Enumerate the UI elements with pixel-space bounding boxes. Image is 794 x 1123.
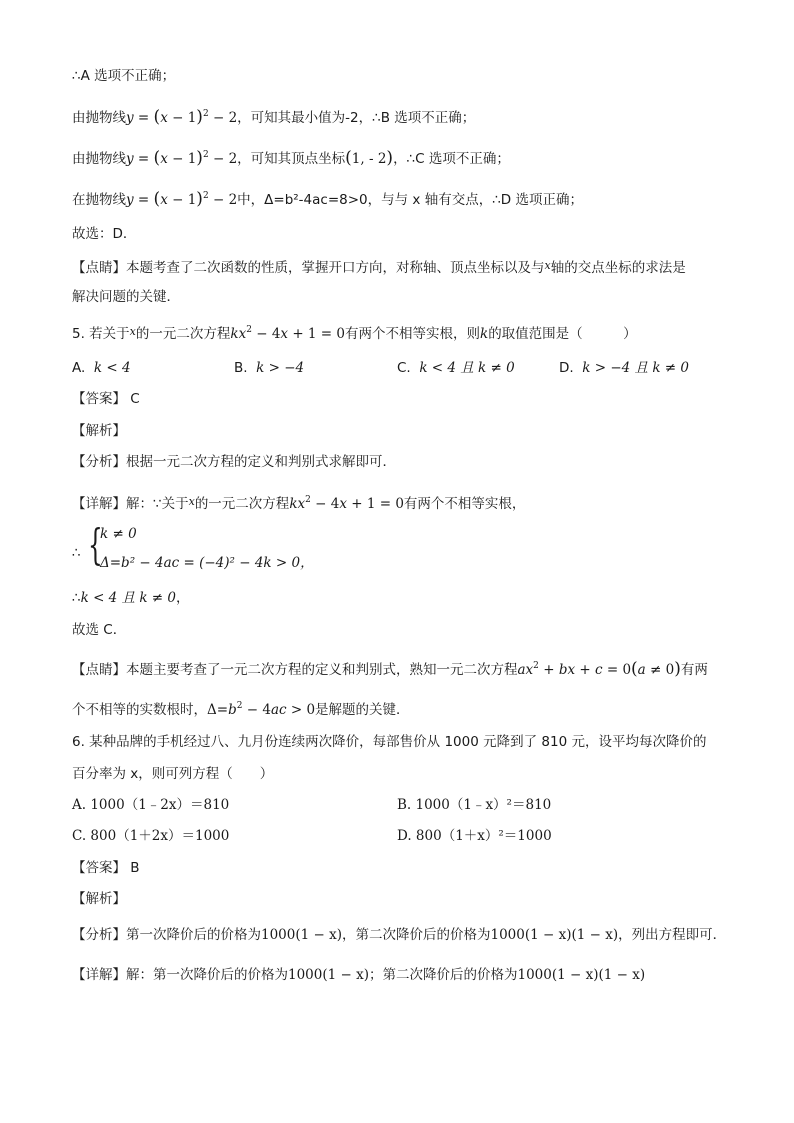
system-line-2 — [100, 553, 314, 573]
xiangjie-5: 【详解】解：∵关于$^x$的一元二次方程$kx^2 - 4x + 1 = 0$有两个不相等实根， — [72, 495, 526, 512]
answer-value: B — [130, 860, 140, 876]
option-b: B. 1000（1﹣x）²＝810 — [397, 797, 552, 813]
answer-5 — [72, 389, 140, 409]
text: ；第二次降价后的价格为 — [369, 967, 518, 983]
option-expr: k < 4 且 k ≠ 0 — [419, 360, 515, 376]
var-x: x — [129, 325, 136, 338]
var-x: x — [188, 495, 195, 508]
section-tag: 【详解】 — [72, 967, 126, 983]
text: ，列出方程即可． — [618, 927, 727, 943]
text: 解：∵关于 — [126, 496, 189, 512]
text: 个不相等的实数根时， — [72, 702, 207, 718]
section-tag: 【答案】 — [72, 860, 126, 876]
text: 的一元二次方程 — [194, 496, 290, 512]
dianjing-1-line1 — [72, 256, 686, 278]
math-parabola: y — [126, 192, 134, 208]
option-expr: k > −4 且 k ≠ 0 — [582, 360, 690, 376]
text-line-b: 由抛物线$y = (x - 1)^2 - 2$，可知其最小值为-2，∴B 选项不正确； — [72, 107, 476, 127]
therefore-symbol: ∴ — [72, 545, 81, 561]
math-expr: 1000(1 − x) — [261, 927, 342, 943]
text: ，可知其最小值为-2，∴B 选项不正确； — [237, 110, 476, 126]
text: 在抛物线 — [72, 192, 126, 208]
option-a: A. 1000（1﹣2x）＝810 — [72, 797, 230, 813]
var-k: k — [480, 326, 489, 342]
jiexi-5: 【解析】 — [72, 423, 126, 439]
section-tag: 【分析】 — [72, 927, 126, 943]
math-expr: 1000(1 − x) — [288, 967, 369, 983]
option-c — [397, 358, 515, 378]
system-expr: Δ=b² − 4ac = (−4)² − 4k > 0 — [100, 555, 301, 571]
var-x: x — [544, 259, 551, 272]
jiexi-6: 【解析】 — [72, 891, 126, 907]
conclusion-d: 故选：D． — [72, 226, 137, 242]
option-label: A. — [72, 360, 86, 376]
text: 有两个不相等实根，则 — [345, 326, 480, 342]
option-label: B. — [234, 360, 248, 376]
text: 轴的交点坐标的求法是 — [550, 260, 686, 276]
result-5 — [72, 588, 190, 608]
text: 第一次降价后的价格为 — [126, 927, 261, 943]
math-parabola: y — [126, 110, 134, 126]
question-6-line1: 6. 某种品牌的手机经过八、九月份连续两次降价，每部售价从 1000 元降到了 810 元，设平均每次降价的 — [72, 734, 707, 750]
result-expr: k < 4 且 k ≠ 0 — [80, 590, 177, 606]
text: 5. 若关于 — [72, 326, 130, 342]
text: ，可知其顶点坐标 — [237, 151, 346, 167]
option-c: C. 800（1＋2x）＝1000 — [72, 828, 230, 844]
option-expr: k > −4 — [256, 360, 305, 376]
comma: ， — [300, 555, 314, 571]
text: 的一元二次方程 — [135, 326, 231, 342]
text: 的取值范围是（ ） — [488, 326, 637, 342]
section-tag: 【答案】 — [72, 391, 126, 407]
fenxi-5 — [72, 452, 396, 472]
section-tag: 【分析】 — [72, 454, 126, 470]
text: 由抛物线 — [72, 151, 126, 167]
text: 中，Δ=b²-4ac=8>0，与与 x 轴有交点，∴D 选项正确； — [237, 192, 583, 208]
option-label: C. — [397, 360, 411, 376]
brace: { — [88, 520, 103, 569]
section-tag: 【点睛】 — [72, 662, 126, 678]
text: 根据一元二次方程的定义和判别式求解即可． — [126, 454, 396, 470]
dianjing-2-line2: 个不相等的实数根时，$\Delta=b^2 - 4ac > 0$是解题的关键． — [72, 701, 410, 718]
therefore-symbol: ∴ — [72, 590, 81, 606]
comma: ， — [176, 590, 190, 606]
text: 有两个不相等实根， — [403, 496, 526, 512]
text: ，∴C 选项不正确； — [393, 151, 510, 167]
text-line-a-incorrect: ∴A 选项不正确； — [72, 68, 176, 84]
question-5: 5. 若关于$^x$的一元二次方程$kx^2 - 4x + 1 = 0$有两个不相等实根，则k的取值范围是（ ） — [72, 325, 637, 342]
conclusion-5: 故选 C． — [72, 622, 127, 638]
dianjing-1-line2: 解决问题的关键． — [72, 289, 180, 305]
option-d: D. 800（1＋x）²＝1000 — [397, 828, 552, 844]
option-a — [72, 358, 131, 378]
text: 是解题的关键． — [315, 702, 410, 718]
fenxi-6 — [72, 925, 726, 945]
option-expr: k < 4 — [93, 360, 131, 376]
section-tag: 【详解】 — [72, 496, 126, 512]
text: 由抛物线 — [72, 110, 126, 126]
system-line-1: k ≠ 0 — [100, 526, 137, 542]
option-d — [559, 358, 689, 378]
section-tag: 【点睛】 — [72, 260, 126, 276]
text: ，第二次降价后的价格为 — [342, 927, 491, 943]
text: 解：第一次降价后的价格为 — [126, 967, 288, 983]
answer-value: C — [130, 391, 140, 407]
math-parabola: y — [126, 151, 134, 167]
answer-6 — [72, 858, 140, 878]
question-6-line2: 百分率为 x，则可列方程（ ） — [72, 766, 274, 782]
xiangjie-6 — [72, 965, 645, 985]
math-expr: 1000(1 − x)(1 − x) — [517, 967, 646, 983]
text-line-d: 在抛物线$y = (x - 1)^2 - 2$中，Δ=b²-4ac=8>0，与与 x 轴有交点，∴D 选项正确； — [72, 189, 583, 209]
text: 本题考查了二次函数的性质，掌握开口方向，对称轴、顶点坐标以及与 — [126, 260, 545, 276]
text: 本题主要考查了一元二次方程的定义和判别式，熟知一元二次方程 — [126, 662, 518, 678]
option-b — [234, 358, 304, 378]
text: 有两 — [680, 662, 708, 678]
text-line-c: 由抛物线$y = (x - 1)^2 - 2$，可知其顶点坐标(1, - 2)，∴C 选项不正确； — [72, 148, 510, 168]
option-label: D. — [559, 360, 574, 376]
dianjing-2-line1: 【点睛】本题主要考查了一元二次方程的定义和判别式，熟知一元二次方程$ax^2$ + bx + c = 0(a ≠ 0)有两 — [72, 659, 708, 679]
math-expr: 1000(1 − x)(1 − x) — [490, 927, 619, 943]
